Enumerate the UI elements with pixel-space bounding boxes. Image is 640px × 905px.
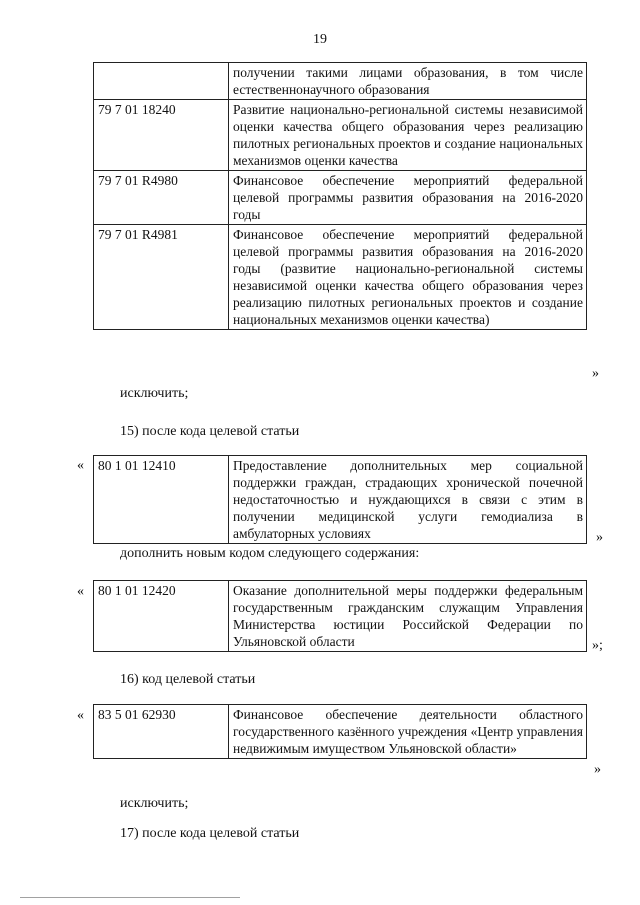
table-row xyxy=(94,63,587,100)
scan-artifact-line xyxy=(20,897,240,898)
table-row xyxy=(94,171,587,225)
code-table-80101-12420 xyxy=(93,580,587,652)
table-row xyxy=(94,705,587,759)
opening-quote: « xyxy=(77,708,84,723)
code-cell: 79 7 01 18240 xyxy=(94,100,229,171)
closing-quote: » xyxy=(592,366,599,381)
paragraph-item-17: 17) после кода целевой статьи xyxy=(120,826,300,841)
paragraph-add-code: дополнить новым кодом следующего содержания: xyxy=(120,546,420,561)
table-row xyxy=(94,581,587,652)
description-cell: Предоставление дополнительных мер социальной поддержки граждан, страдающих хронической почечной недостаточностью и нуждающихся в связи с этим в получении медицинской услуги гемодиализа в амбулаторных условиях xyxy=(229,456,587,544)
table-row xyxy=(94,456,587,544)
paragraph-exclude: исключить; xyxy=(120,796,189,811)
code-cell: 79 7 01 R4981 xyxy=(94,225,229,330)
closing-quote: » xyxy=(594,762,601,777)
description-cell: Финансовое обеспечение мероприятий федеральной целевой программы развития образования на 2016-2020 годы xyxy=(229,171,587,225)
code-cell: 80 1 01 12410 xyxy=(94,456,229,544)
description-cell: Финансовое обеспечение деятельности областного государственного казённого учреждения «Центр управления недвижимым имуществом Ульяновской области» xyxy=(229,705,587,759)
opening-quote: « xyxy=(77,584,84,599)
page-number: 19 xyxy=(313,32,327,47)
description-cell: Оказание дополнительной меры поддержки федеральным государственным гражданским служащим Управления Министерства юстиции Российской Федерации по Ульяновской области xyxy=(229,581,587,652)
opening-quote: « xyxy=(77,458,84,473)
code-cell: 79 7 01 R4980 xyxy=(94,171,229,225)
paragraph-item-15: 15) после кода целевой статьи xyxy=(120,424,300,439)
closing-quote: » xyxy=(596,530,603,545)
description-cell: получении такими лицами образования, в том числе естественнонаучного образования xyxy=(229,63,587,100)
code-table-continued xyxy=(93,62,587,330)
code-table-80101-12410 xyxy=(93,455,587,544)
code-cell: 80 1 01 12420 xyxy=(94,581,229,652)
paragraph-item-16: 16) код целевой статьи xyxy=(120,672,256,687)
code-cell: 83 5 01 62930 xyxy=(94,705,229,759)
closing-quote: »; xyxy=(592,638,603,653)
code-cell xyxy=(94,63,229,100)
table-row xyxy=(94,225,587,330)
description-cell: Финансовое обеспечение мероприятий федеральной целевой программы развития образования на 2016-2020 годы (развитие национально-региональной системы независимой оценки качества общего образования через реализацию пилотных региональных проектов и создание национальных механизмов оценки качества) xyxy=(229,225,587,330)
paragraph-exclude: исключить; xyxy=(120,386,189,401)
table-row xyxy=(94,100,587,171)
code-table-83501-62930 xyxy=(93,704,587,759)
description-cell: Развитие национально-региональной системы независимой оценки качества общего образования через реализацию пилотных региональных проектов и создание национальных механизмов оценки качества xyxy=(229,100,587,171)
